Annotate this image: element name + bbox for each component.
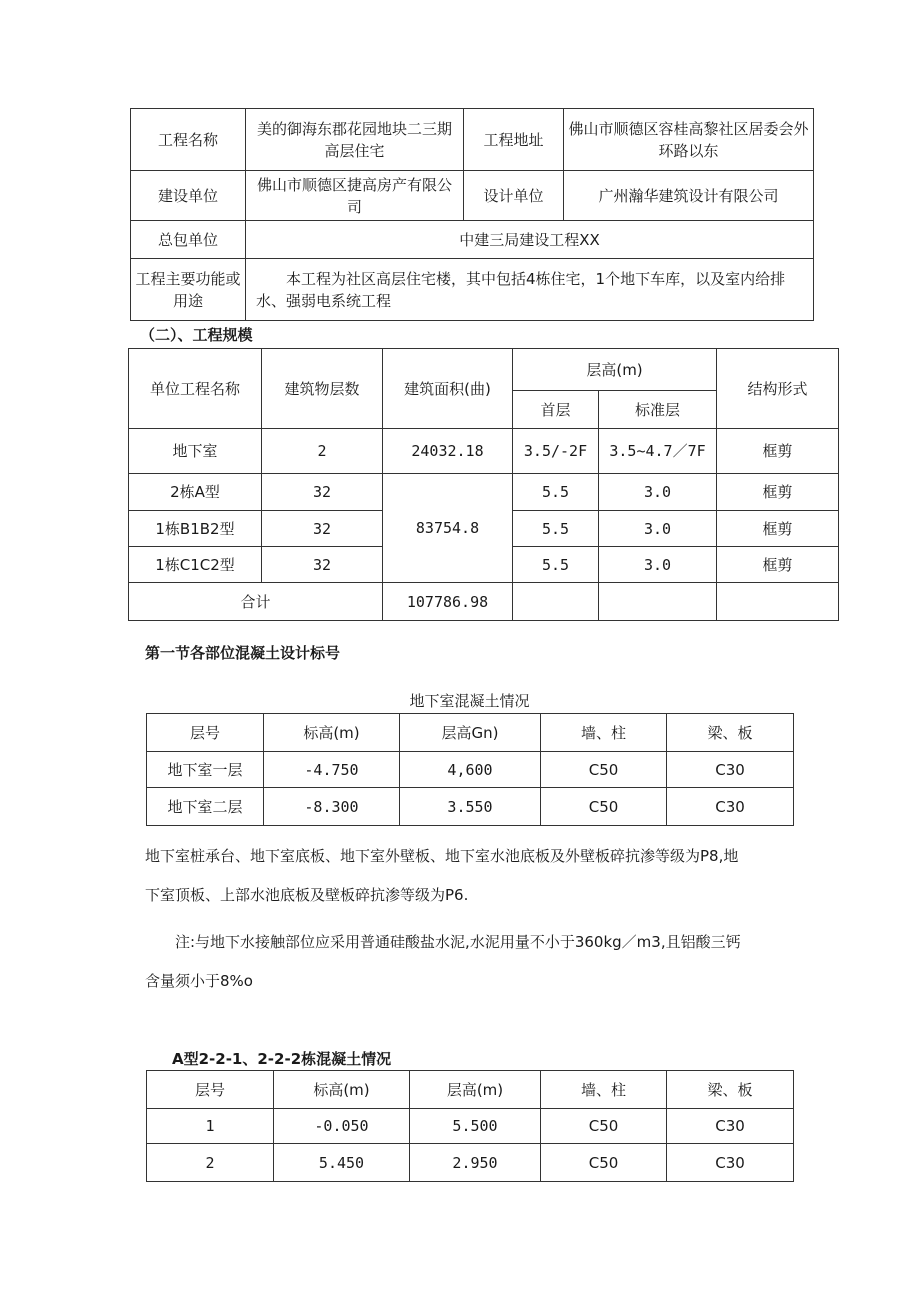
cell-first: 5.5 <box>513 511 599 547</box>
scale-total-row <box>129 583 839 621</box>
cell-first: 5.5 <box>513 474 599 511</box>
cell-beam-slab: C30 <box>667 788 794 826</box>
cell-standard: 3.0 <box>599 474 717 511</box>
scale-row <box>129 429 839 474</box>
cell-height: 5.500 <box>410 1109 541 1144</box>
cell-floors: 32 <box>262 474 383 511</box>
info-value: 美的御海东郡花园地块二三期高层住宅 <box>246 109 464 171</box>
basement-concrete-table <box>146 713 794 826</box>
col-header: 墙、柱 <box>541 1071 667 1109</box>
cell-structure: 框剪 <box>717 429 839 474</box>
col-header: 梁、板 <box>667 714 794 752</box>
info-value: 广州瀚华建筑设计有限公司 <box>564 171 814 221</box>
cell-elevation: 5.450 <box>274 1144 410 1182</box>
total-label: 合计 <box>129 583 383 621</box>
col-header: 标高(m) <box>264 714 400 752</box>
cell-structure: 框剪 <box>717 511 839 547</box>
col-header: 层高(m) <box>410 1071 541 1109</box>
cell-standard: 3.5~4.7／7F <box>599 429 717 474</box>
empty-cell <box>717 583 839 621</box>
cell-level: 地下室二层 <box>147 788 264 826</box>
cell-elevation: -4.750 <box>264 752 400 788</box>
info-label: 总包单位 <box>131 221 246 259</box>
scale-row <box>129 474 839 511</box>
total-area: 107786.98 <box>383 583 513 621</box>
cell-height: 4,600 <box>400 752 541 788</box>
table-row <box>147 752 794 788</box>
col-header: 标高(m) <box>274 1071 410 1109</box>
col-header-name: 单位工程名称 <box>129 349 262 429</box>
col-header-height: 层高(m) <box>513 349 717 391</box>
col-header: 墙、柱 <box>541 714 667 752</box>
cell-first: 5.5 <box>513 547 599 583</box>
col-header-area: 建筑面积(曲) <box>383 349 513 429</box>
info-label: 工程地址 <box>464 109 564 171</box>
table-row <box>147 1109 794 1144</box>
basement-caption: 地下室混凝土情况 <box>409 692 530 710</box>
cell-level: 地下室一层 <box>147 752 264 788</box>
note-paragraph <box>145 923 825 1001</box>
info-value: 佛山市顺德区捷高房产有限公司 <box>246 171 464 221</box>
impermeability-paragraph <box>145 837 825 915</box>
cell-structure: 框剪 <box>717 547 839 583</box>
info-value: 中建三局建设工程XX <box>246 221 814 259</box>
table-row <box>147 1144 794 1182</box>
cell-floors: 32 <box>262 511 383 547</box>
paragraph-line: 注:与地下水接触部位应采用普通硅酸盐水泥,水泥用量不小于360kg／m3,且铝酸三钙 <box>175 933 741 951</box>
info-label: 工程名称 <box>131 109 246 171</box>
empty-cell <box>513 583 599 621</box>
info-label: 建设单位 <box>131 171 246 221</box>
cell-first: 3.5/-2F <box>513 429 599 474</box>
cell-name: 地下室 <box>129 429 262 474</box>
col-header-structure: 结构形式 <box>717 349 839 429</box>
col-header-floors: 建筑物层数 <box>262 349 383 429</box>
scale-header-row <box>129 349 839 391</box>
cell-structure: 框剪 <box>717 474 839 511</box>
cell-height: 2.950 <box>410 1144 541 1182</box>
info-value: 佛山市顺德区容桂高黎社区居委会外环路以东 <box>564 109 814 171</box>
col-header: 层号 <box>147 1071 274 1109</box>
a-type-concrete-table <box>146 1070 794 1182</box>
cell-wall-column: C50 <box>541 752 667 788</box>
cell-floors: 2 <box>262 429 383 474</box>
cell-level: 2 <box>147 1144 274 1182</box>
paragraph-line: 地下室桩承台、地下室底板、地下室外壁板、地下室水池底板及外壁板碎抗渗等级为P8,地 <box>145 847 739 865</box>
cell-standard: 3.0 <box>599 511 717 547</box>
cell-floors: 32 <box>262 547 383 583</box>
info-label: 设计单位 <box>464 171 564 221</box>
cell-beam-slab: C30 <box>667 752 794 788</box>
cell-beam-slab: C30 <box>667 1144 794 1182</box>
info-row <box>131 221 814 259</box>
col-header: 梁、板 <box>667 1071 794 1109</box>
paragraph-line: 含量须小于8%o <box>145 972 253 990</box>
a-type-caption: A型2-2-1、2-2-2栋混凝土情况 <box>172 1050 392 1068</box>
cell-wall-column: C50 <box>541 1109 667 1144</box>
cell-merged-area: 83754.8 <box>383 474 513 583</box>
cell-name: 2栋A型 <box>129 474 262 511</box>
concrete-heading: 第一节各部位混凝土设计标号 <box>145 644 341 662</box>
cell-wall-column: C50 <box>541 788 667 826</box>
col-header-standard: 标准层 <box>599 391 717 429</box>
paragraph-line: 下室顶板、上部水池底板及壁板碎抗渗等级为P6. <box>145 886 469 904</box>
cell-elevation: -8.300 <box>264 788 400 826</box>
table-row <box>147 788 794 826</box>
a-type-header-row <box>147 1071 794 1109</box>
info-label: 工程主要功能或用途 <box>131 259 246 321</box>
cell-level: 1 <box>147 1109 274 1144</box>
cell-height: 3.550 <box>400 788 541 826</box>
cell-name: 1栋B1B2型 <box>129 511 262 547</box>
info-value: 本工程为社区高层住宅楼，其中包括4栋住宅，1个地下车库，以及室内给排水、强弱电系统工程 <box>246 259 814 321</box>
cell-elevation: -0.050 <box>274 1109 410 1144</box>
cell-area: 24032.18 <box>383 429 513 474</box>
cell-name: 1栋C1C2型 <box>129 547 262 583</box>
col-header: 层高Gn) <box>400 714 541 752</box>
info-row <box>131 259 814 321</box>
scale-table <box>128 348 839 621</box>
project-info-table <box>130 108 814 321</box>
cell-wall-column: C50 <box>541 1144 667 1182</box>
empty-cell <box>599 583 717 621</box>
col-header-first: 首层 <box>513 391 599 429</box>
scale-heading: （二）、工程规模 <box>140 326 253 344</box>
basement-header-row <box>147 714 794 752</box>
cell-beam-slab: C30 <box>667 1109 794 1144</box>
info-row <box>131 171 814 221</box>
cell-standard: 3.0 <box>599 547 717 583</box>
info-row <box>131 109 814 171</box>
col-header: 层号 <box>147 714 264 752</box>
